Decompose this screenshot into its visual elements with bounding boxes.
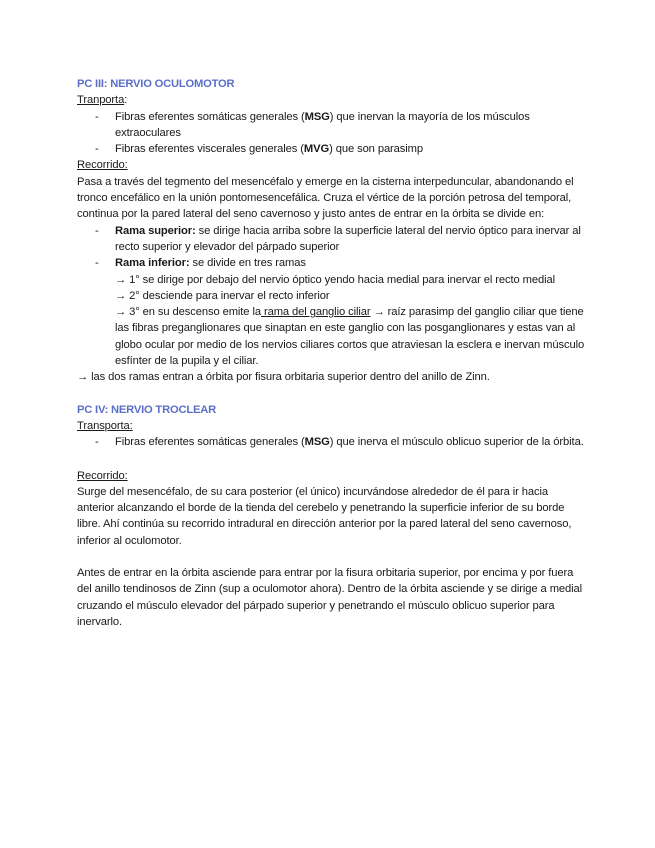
section-title-oculomotor: PC III: NERVIO OCULOMOTOR [77, 78, 235, 90]
bullet-item: - Fibras eferentes somáticas generales (MSG) que inerva el músculo oblicuo superior de la órbita. [77, 434, 585, 450]
sub-branch-line: → 1° se dirige por debajo del nervio óptico yendo hacia medial para inervar el recto medial [115, 273, 556, 286]
recorrido-paragraph-2: Antes de entrar en la órbita asciende para entrar por la fisura orbitaria superior, por encima y por fuera del anillo tendinosos de Zinn (sup a oculomotor ahora). Dentro de la órbita asciende y se dirige a medial cruzando el músculo elevador del párpado superior y penetrando el músculo oblicuo superior para inervarlo. [77, 567, 583, 628]
bullet-dash: - [95, 143, 99, 156]
recorrido-paragraph: Surge del mesencéfalo, de su cara posterior (el único) incurvándose alrededor de él para ir hacia anterior alcanzando el borde de la tienda del cerebelo y penetrando la superficie inferior de su borde libre. Ahí continúa su recorrido intradural en dirección anterior por la pared lateral del seno cavernoso, inferior al oculomotor. [77, 485, 572, 547]
bullet-item: - Rama inferior: se divide en tres ramas [77, 255, 585, 271]
sub-branch-line: → 2° desciende para inervar el recto inferior [115, 289, 330, 302]
spacer [77, 386, 585, 402]
bullet-dash: - [95, 110, 99, 123]
recorrido-paragraph: Pasa a través del tegmento del mesencéfalo y emerge en la cisterna interpeduncular, abandonando el tronco encefálico en la unión pontomesencefálica. Cruza el vértice de la porción petrosa del temporal, continua por la pared lateral del seno cavernoso y justo antes de entrar en la órbita se divide en: [77, 175, 574, 221]
spacer [77, 549, 585, 565]
bullet-item: - Fibras eferentes viscerales generales (MVG) que son parasimp [77, 141, 585, 157]
transporta-label: Transporta: [77, 419, 133, 432]
transporta-label: Tranporta: [77, 94, 128, 107]
recorrido-label: Recorrido: [77, 159, 128, 172]
spacer [77, 451, 585, 468]
bullet-item: - Fibras eferentes somáticas generales (MSG) que inervan la mayoría de los músculos extraoculares [95, 110, 530, 139]
bullet-dash: - [95, 436, 99, 449]
recorrido-label: Recorrido: [77, 469, 128, 482]
final-note: → las dos ramas entran a órbita por fisura orbitaria superior dentro del anillo de Zinn. [77, 371, 490, 384]
bullet-dash: - [95, 224, 99, 237]
section-title-troclear: PC IV: NERVIO TROCLEAR [77, 403, 216, 416]
bullet-dash: - [95, 257, 99, 270]
sub-branch-line: → 3° en su descenso emite la rama del ganglio ciliar → raíz parasimp del ganglio ciliar que tiene las fibras preganglionares que sinaptan en este ganglio con las posganglionares y estas van al globo ocular por medio de los nervios ciliares cortos que atraviesan la esclera e inervan músculo esfínter de la pupila y el ciliar. [115, 306, 585, 368]
bullet-item: - Rama superior: se dirige hacia arriba sobre la superficie lateral del nervio óptico para inervar al recto superior y elevador del párpado superior [95, 224, 581, 253]
